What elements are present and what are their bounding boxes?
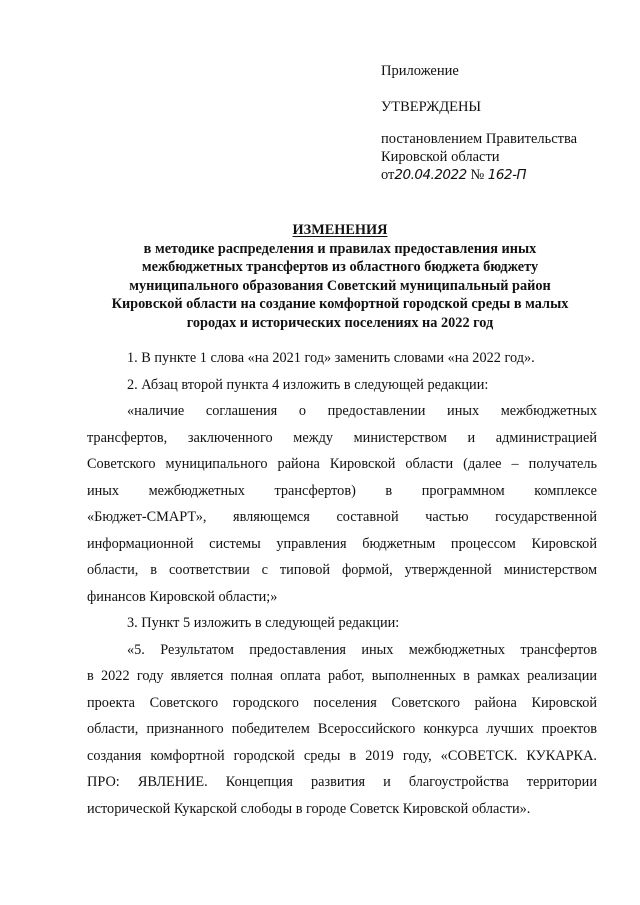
handwritten-number: 162-П [487, 167, 527, 183]
quote-line: трансфертов, заключенного между министерством и администрацией [87, 429, 597, 446]
decree-line-2: Кировской области [381, 149, 500, 165]
title-line: Кировской области на создание комфортной городской среды в малых [111, 296, 569, 313]
quote-line: Советского муниципального района Кировской области (далее – получатель [87, 456, 597, 472]
quote-line: проекта Советского городского поселения Советского района Кировской [87, 694, 597, 711]
quote-line: «наличие соглашения о предоставлении иных межбюджетных [127, 403, 597, 419]
paragraph-3: 3. Пункт 5 изложить в следующей редакции: [127, 615, 400, 631]
date-prefix: от [381, 167, 395, 183]
title-line: межбюджетных трансфертов из областного бюджета бюджету [141, 259, 539, 276]
title-line: в методике распределения и правилах предоставления иных [143, 240, 537, 257]
quote-line: исторической Кукарской слободы в городе Советск Кировской области». [87, 800, 531, 817]
decree-line-1: постановлением Правительства [381, 131, 578, 147]
quote-line: области, признанного победителем Всероссийского конкурса лучших проектов [87, 721, 597, 737]
number-prefix: № [470, 167, 485, 183]
quote-line: финансов Кировской области;» [87, 588, 278, 605]
quote-line: иных межбюджетных трансфертов) в программном комплексе [87, 482, 597, 499]
title-line: муниципального образования Советский муниципальный район [129, 277, 551, 294]
handwritten-date: 20.04.2022 [394, 167, 467, 183]
document-title [100, 221, 580, 333]
title-main: ИЗМЕНЕНИЯ [292, 222, 388, 238]
appendix-label: Приложение [381, 63, 459, 79]
paragraph-2: 2. Абзац второй пункта 4 изложить в следующей редакции: [127, 376, 489, 393]
quote-line: ПРО: ЯВЛЕНИЕ. Концепция развития и благоустройства территории [87, 774, 597, 790]
quote-line: создания комфортной городской среды в 2019 году, «СОВЕТСК. КУКАРКА. [87, 747, 597, 764]
quote-2 [87, 637, 597, 823]
decree-date-line [381, 166, 577, 184]
document-body [87, 345, 597, 822]
paragraph-1: 1. В пункте 1 слова «на 2021 год» заменить словами «на 2022 год». [127, 350, 535, 366]
quote-1 [87, 398, 597, 610]
quote-line: в 2022 году является полная оплата работ, выполненных в рамках реализации [87, 668, 597, 684]
quote-line: «5. Результатом предоставления иных межбюджетных трансфертов [127, 641, 597, 658]
quote-line: «Бюджет-СМАРТ», являющемся составной частью государственной [87, 509, 597, 525]
title-line: городах и исторических поселениях на 2022 год [186, 314, 494, 331]
quote-line: области, в соответствии с типовой формой, утвержденной министерством [87, 562, 597, 578]
approval-block [381, 62, 577, 184]
approved-label: УТВЕРЖДЕНЫ [381, 99, 482, 115]
quote-line: информационной системы управления бюджетным процессом Кировской [87, 535, 597, 552]
